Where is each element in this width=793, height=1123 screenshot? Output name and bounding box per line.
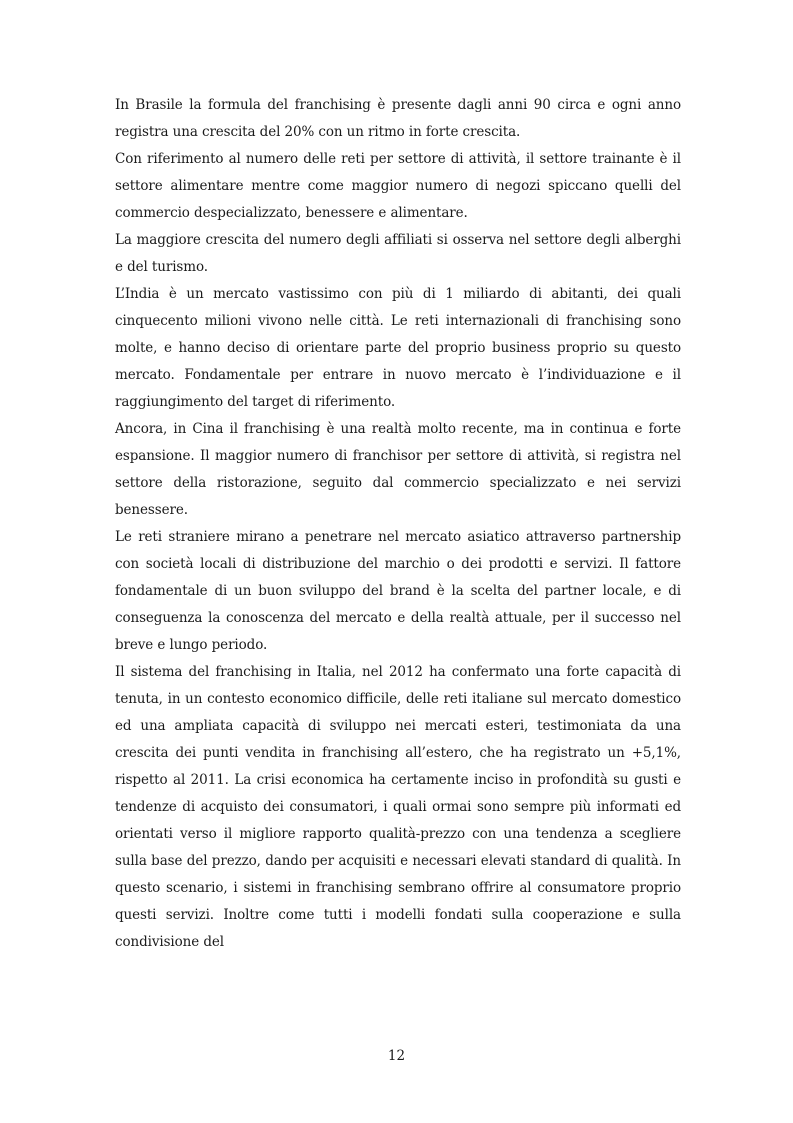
paragraph-brasile: In Brasile la formula del franchising è presente dagli anni 90 circa e ogni anno registra una crescita del 20% con un ritmo in forte crescita. xyxy=(115,97,681,140)
paragraph-settore-trainante: Con riferimento al numero delle reti per settore di attività, il settore trainante è il settore alimentare mentre come maggior numero di negozi spiccano quelli del commercio despecializzato, benessere e alimentare. xyxy=(115,151,681,221)
body-text xyxy=(115,92,681,956)
paragraph-cina: Ancora, in Cina il franchising è una realtà molto recente, ma in continua e forte espansione. Il maggior numero di franchisor per settore di attività, si registra nel settore della ristorazione, seguito dal commercio specializzato e nei servizi benessere. xyxy=(115,421,681,518)
page-number: 12 xyxy=(387,1048,406,1064)
paragraph-italia: Il sistema del franchising in Italia, nel 2012 ha confermato una forte capacità di tenuta, in un contesto economico difficile, delle reti italiane sul mercato domestico ed una ampliata capacità di sviluppo nei mercati esteri, testimoniata da una crescita dei punti vendita in franchising all’estero, che ha registrato un +5,1%, rispetto al 2011. La crisi economica ha certamente inciso in profondità su gusti e tendenze di acquisto dei consumatori, i quali ormai sono sempre più informati ed orientati verso il migliore rapporto qualità-prezzo con una tendenza a scegliere sulla base del prezzo, dando per acquisiti e necessari elevati standard di qualità. In questo scenario, i sistemi in franchising sembrano offrire al consumatore proprio questi servizi. Inoltre come tutti i modelli fondati sulla cooperazione e sulla condivisione del xyxy=(115,664,681,950)
paragraph-india: L’India è un mercato vastissimo con più di 1 miliardo di abitanti, dei quali cinquecento milioni vivono nelle città. Le reti internazionali di franchising sono molte, e hanno deciso di orientare parte del proprio business proprio su questo mercato. Fondamentale per entrare in nuovo mercato è l’individuazione e il raggiungimento del target di riferimento. xyxy=(115,286,681,410)
paragraph-affiliati: La maggiore crescita del numero degli affiliati si osserva nel settore degli alberghi e del turismo. xyxy=(115,232,681,275)
paragraph-reti-straniere: Le reti straniere mirano a penetrare nel mercato asiatico attraverso partnership con società locali di distribuzione del marchio o dei prodotti e servizi. Il fattore fondamentale di un buon sviluppo del brand è la scelta del partner locale, e di conseguenza la conoscenza del mercato e della realtà attuale, per il successo nel breve e lungo periodo. xyxy=(115,529,681,653)
